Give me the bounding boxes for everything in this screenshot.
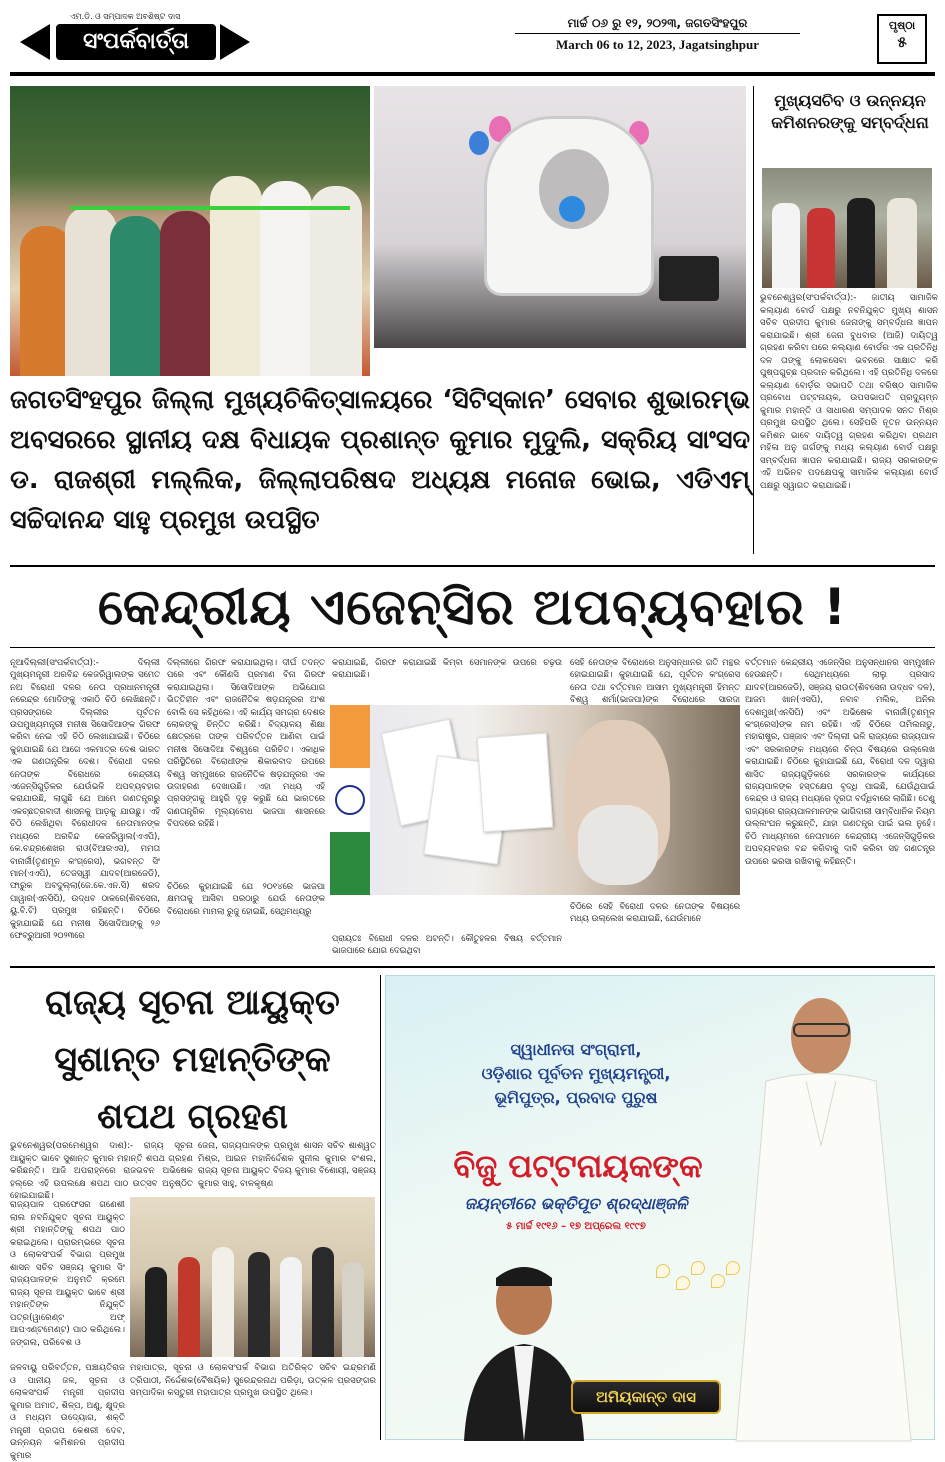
bottom-headline-line: ଶପଥ ଗ୍ରହଣ [97,1097,288,1137]
flag-icon [330,705,370,895]
masthead-rule [10,72,935,76]
section-rule [10,565,935,567]
balloon-icon [469,131,489,155]
ad-life-dates: ୫ ମାର୍ଚ୍ଚ ୧୯୧୬ – ୧୭ ଅପ୍ରେଲ ୧୯୯୭ [506,1221,646,1232]
bottom-headline-line: ରାଜ୍ୟ ସୂଚନା ଆୟୁକ୍ତ [45,983,340,1023]
bottom-story-column-1-mid: ରାଜ୍ୟପାଳ ପ୍ରଫେସର ଗଣେଶୀ ଲାଲ ନବନିଯୁକ୍ତ ସୂଚନା ଆୟୁକ୍ତ ଶ୍ରୀ ମହାନ୍ତିଙ୍କୁ ଶପଥ ପାଠ କରାଇଥିଲେ। ପ୍ରାରମ୍ଭରେ ସୂଚନା ଓ ଲୋକସଂପର୍କ ବିଭାଗ ପ୍ରମୁଖ ଶାସନ ସଚିବ ସଞ୍ଜୟ କୁମାର ସିଂ ରାଜ୍ୟପାଳଙ୍କ ଅନୁମତି କ୍ରମେ ରାଜ୍ୟ ସୂଚନା ଆୟୁକ୍ତ ଭାବେ ଶ୍ରୀ ମହାନ୍ତିଙ୍କ ନିଯୁକ୍ତି ପତ୍ର(ୱାରେଣ୍ଟ ଅଫ୍ ଆପଏଣ୍ଟମେଣ୍ଟ) ପାଠ କରିଥିଲେ। ଜଙ୍ଗଲ, ପରିବେଶ ଓ [10,1200,125,1348]
logo-right-arrow-icon [220,24,250,60]
page-number: ୫ [897,33,907,51]
bottom-headline-line: ସୁଶାନ୍ତ ମହାନ୍ତିଙ୍କ [54,1040,331,1080]
lead-story-column-1: ନୂଆଦିଲ୍ଲୀ(ସଂପର୍କବାର୍ତ୍ତା):- ଦିଲ୍ଲୀ ମୁଖ୍ୟମନ୍ତ୍ରୀ ଅରବିନ୍ଦ କେଜରିୱାଲଙ୍କ ସମେତ ନଅ ବିରୋଧୀ ଦଳର ନେତା ପ୍ରଧାନମନ୍ତ୍ରୀ ନରେନ୍ଦ୍ର ମୋଦିଙ୍କୁ ଏକାଠି ଚିଠି ଲେଖିଛନ୍ତି। ପ୍ରସଙ୍ଗରେ ଦିଲ୍ଲୀର ପୂର୍ବତନ ଉପମୁଖ୍ୟମନ୍ତ୍ରୀ ମନୀଷ ସିସୋଦିଆଙ୍କ ଗିରଫ କରିବା ନେଇ ଏହି ଚିଠି ଲେଖାଯାଇଛି। ଚିଠିରେ କୁହାଯାଇଛି ଯେ ଆଗେ ଏକମାତ୍ର ଦେଶ ଭାରତ ଏକ ଗଣତାନ୍ତ୍ରିକ ଦେଶ। ବିରୋଧୀ ଦଳର ନେତାଙ୍କ ବିରୋଧରେ କେନ୍ଦ୍ରୀୟ ଏଜେନ୍ସିଗୁଡ଼ିକର ଯେଉଁଭଳି ଅପବ୍ୟବହାର କରାଯାଉଛି, ଲାଗୁଛି ଯେ ଆମେ ଗଣତନ୍ତ୍ରରୁ ଏକଚ୍ଛତ୍ରବାଦୀ ଶାସନକୁ ଆଡ଼କୁ ଯାଉଛୁ। ଏହି ଚିଠି ଲେଖିଥିବା ବିରୋଧୀଦଳ ନେତାମାନଙ୍କ ମଧ୍ୟରେ ଅରବିନ୍ଦ କେଜରିୱାଲ(ଏଏପି), କେ.ଚନ୍ଦ୍ରଶେଖର ରାଓ(ବିଆରଏସ), ମମତା ବାନାର୍ଜୀ(ତୃଣମୂଳ କଂଗ୍ରେସ), ଭଗବନ୍ତ ସିଂ ମାନ(ଏଏପି), ତେଜସ୍ୱୀ ଯାଦବ(ଆରଜେଡି), ଫାରୁକ ଅବଦୁଲ୍ଲା(ଜେ.କେ.ଏନ.ସି) ଶରଦ ପାୱାର(ଏନସିପି), ଉଦ୍ଧବ ଠାକରେ(ଶିବସେନା, ୟୁ.ବି.ଟି) ପ୍ରମୁଖ ରହିଛନ୍ତି। ଚିଠିରେ କୁହାଯାଇଛି ଯେ ମନୀଷ ସିସୋଦିଆଙ୍କୁ ୨୬ ଫେବ୍ରୁଆରୀ ୨୦୨୩ରେ [10,657,160,940]
ad-honoree-name: ବିଜୁ ପଟ୍ଟନାୟକଙ୍କ [453,1147,703,1185]
right-story-body: ଭୁବନେଶ୍ୱର(ସଂପର୍କବାର୍ତ୍ତା):- ଜାତୀୟ ସାମାଜିକ କଲ୍ୟାଣ ବୋର୍ଡ ପକ୍ଷରୁ ନବନିଯୁକ୍ତ ମୁଖ୍ୟ ଶାସନ ସଚିବ ପ୍ରଦୀପ କୁମାର ଜେନାଙ୍କୁ ସମ୍ବର୍ଦ୍ଧନା ଜ୍ଞାପନ କରାଯାଇଛି। ଶ୍ରୀ ଜେନା ବୁଧବାର (ଆଜି) ଦାୟିତ୍ୱ ଗ୍ରହଣ କରିବା ପରେ କଲ୍ୟାଣ ବୋର୍ଡର ଏକ ପ୍ରତିନିଧି ଦଳ ତାଙ୍କୁ ଲୋକସେବା ଭବନରେ ସାକ୍ଷାତ କରି ପୁଷ୍ପଗୁଚ୍ଛ ପ୍ରଦାନ କରିଥିଲେ। ଏହି ପ୍ରତିନିଧି ଦଳରେ କଲ୍ୟାଣ ବୋର୍ଡ଼ର ସଭାପତି ତଥା ବରିଷ୍ଠ ସାମାଜିକ ପ୍ରବୋଧ ପଟ୍ଟନାୟକ, ଉପସଭାପତି ପ୍ରଦ୍ୟୁମ୍ନ କୁମାର ମହାନ୍ତି ଓ ସାଧାରଣ ସମ୍ପାଦକ ସନତ ମିଶ୍ର ପ୍ରମୁଖ ଉପସ୍ଥିତ ଥିଲେ। ସେହିପରି ନୂତନ ଉନ୍ନୟନ କମିଶନ ଭାବେ ଦାୟିତ୍ୱ ଗ୍ରହଣ କରିଥିବା ପ୍ରଥମ ମହିଳା ଅନୁ ଗର୍ଗଙ୍କୁ ମଧ୍ୟ କଲ୍ୟାଣ ବୋର୍ଡ ପକ୍ଷରୁ ସମ୍ବର୍ଦ୍ଧନା ଜ୍ଞାପନ କରାଯାଇଛି। ରାଜ୍ୟ ସରକାରଙ୍କ ଏହି ଅଭିନବ ପଦକ୍ଷେପକୁ ସାମାଜିକ କଲ୍ୟାଣ ବୋର୍ଡ ପକ୍ଷରୁ ସ୍ୱାଗତ କରାଯାଇଛି। [760,293,938,491]
issue-date [515,16,800,53]
oath-ceremony-photo[interactable] [130,1197,375,1357]
section-rule [10,647,935,648]
photo-person [212,1247,234,1357]
prime-minister-photo[interactable] [330,705,740,895]
sponsor-name: ଅମିୟକାନ୍ତ ଦାସ [571,1380,721,1414]
photo-person [260,181,312,376]
photo-person [807,208,835,288]
photo-person [847,198,875,288]
top-photo-caption: ଜଗତସିଂହପୁର ଜିଲ୍ଲା ମୁଖ୍ୟଚିକିତ୍ସାଳୟରେ ‘ସିଟିସ୍କାନ’ ସେବାର ଶୁଭାରମ୍ଭ ଅବସରରେ ସ୍ଥାନୀୟ ଦକ୍ଷ ବିଧାୟକ ପ୍ରଶାନ୍ତ କୁମାର ମୁଦୁଲି, ସକ୍ରିୟ ସାଂସଦ ଡ. ରାଜଶ୍ରୀ ମଲ୍ଲିକ, ଜିଲ୍ଲାପରିଷଦ ଅଧ୍ୟକ୍ଷ ମନୋଜ ଭୋଇ, ଏଡିଏମ୍ ସଚ୍ଚିଦାନନ୍ଦ ସାହୁ ପ୍ରମୁଖ ଉପସ୍ଥିତ [10,385,750,535]
photo-person [342,1262,364,1357]
balloon-icon [559,196,585,222]
lead-story-column-2a: ଦିଲ୍ଲୀରେ ଗିରଫ କରାଯାଇଥିଲା। ଦୀର୍ଘ ତଦନ୍ତ ପରେ ଏବଂ କୌଣସି ପ୍ରମାଣ ବିନା ଗିରଫ କରାଯାଇଥିଲା। ସିସୋଦିଆଙ୍କ ଅଭିଯୋଗ ଭିତ୍ତିହୀନ ଏବଂ ରାଜନୈତିକ ଷଡ଼ଯନ୍ତ୍ରର ଅଂଶ ବୋଲି ସେ କହିଥିଲେ। ଏହି କାର୍ଯ୍ୟ ସମଗ୍ର ଦେଶର ଲୋକଙ୍କୁ ଚିନ୍ତିତ କରିଛି। ବିଦ୍ୟାଳୟ ଶିକ୍ଷା କ୍ଷେତ୍ରରେ ତାଙ୍କ ପରିବର୍ତ୍ତନ ଆଣିବା ପାଇଁ ମନୀଷ ସିସୋଦିଆ ବିଶ୍ୱରେ ପରିଚିତ। ଏକାଧିକ ପରିସ୍ଥିତିରେ ବିରୋଧୀଙ୍କ ଶିକାରବାଦ ଉପରେ ବିଶ୍ୱ ସମ୍ମୁଖରେ ରାଜନୈତିକ ଷଡ଼ଯନ୍ତ୍ରର ଏକ ଉଦାହରଣ ଦେଖାଉଛି। ଏହା ମଧ୍ୟ ଏହି ପ୍ରସଙ୍ଗକୁ ଆହୁରି ଦୃଢ଼ କରୁଛି ଯେ ଭାରତରେ ଗଣତାନ୍ତ୍ରିକ ମୂଲ୍ୟବୋଧ ଭାଜପା ଶାସନରେ ବିପଦରେ ରହିଛି। [167,657,325,829]
felicitation-photo[interactable] [762,168,932,288]
bottom-story-headline [10,975,375,1146]
lead-headline: କେନ୍ଦ୍ରୀୟ ଏଜେନ୍ସିର ଅପବ୍ୟବହାର ! [97,578,848,636]
right-story-headline: ମୁଖ୍ୟସଚିବ ଓ ଉନ୍ନୟନ କମିଶନରଙ୍କୁ ସମ୍ବର୍ଦ୍ଧନା [771,91,929,132]
ad-tribute-text: ଜୟନ୍ତୀରେ ଭକ୍ତିପୂତ ଶ୍ରଦ୍ଧାଞ୍ଜଳି [464,1194,688,1213]
flower-icon [656,1264,670,1278]
photo-person [248,1252,270,1357]
mobile-phone-icon [659,256,719,301]
masthead [10,10,935,72]
lead-story-column-3a: କରାଯାଇଛି, ଗିରଫ କରାଯାଇଛି କିମ୍ବା ସେମାନଙ୍କ ଉପରେ ଚଢ଼ଉ କରାଯାଇଛି। [332,657,562,680]
ad-line: ଭୂମିପୁତ୍ର, ପ୍ରବାଦ ପୁରୁଷ [494,1088,658,1107]
photo-person [145,1267,167,1357]
lead-story-column-5: ବର୍ତ୍ତମାନ କେନ୍ଦ୍ରୀୟ ଏଜେନ୍ସିର ଅନୁସନ୍ଧାନର ସମ୍ମୁଖୀନ ହେଉଛନ୍ତି। ସେଥିମଧ୍ୟରେ ଲାଲୁ ପ୍ରସାଦ ଯାଦବ(ଆରଜେଡି), ସଞ୍ଜୟ ରାଉତ(ଶିବସେନା ଉଦ୍ଧବ ଦଳ), ଆଜମ ଖାନ(ଏସପି), ନବାବ ମଲିକ, ଅନିଲ ଦେଶମୁଖ(ଏନସିପି) ଏବଂ ଅଭିଷେକ ବାନାର୍ଜୀ(ତୃଣମୂଳ କଂଗ୍ରେସ)ଙ୍କ ନାମ ରହିଛି। ଏହି ଚିଠିରେ ତାମିଲନାଡୁ, ମହାରାଷ୍ଟ୍ର, ପଞ୍ଜାବ ଏବଂ ଦିଲ୍ଲୀ ଭଳି ରାଜ୍ୟରେ ରାଜ୍ୟପାଳ ଏବଂ ସରକାରଙ୍କ ମଧ୍ୟରେ ଚିନ୍ତା ବିଷୟରେ ଉଲ୍ଲେଖ କରାଯାଇଛି। ଚିଠିରେ କୁହାଯାଇଛି ଯେ, ବିରୋଧୀ ଦଳ ଦ୍ୱାରା ଶାସିତ ରାଜ୍ୟଗୁଡ଼ିକରେ ସରକାରଙ୍କ କାର୍ଯ୍ୟରେ ରାଜ୍ୟପାଳଙ୍କ ହସ୍ତକ୍ଷେପ ବୃଦ୍ଧି ପାଇଛି, ଯେଉଁଥିପାଇଁ କେନ୍ଦ୍ର ଓ ରାଜ୍ୟ ମଧ୍ୟରେ ଦୂରତା ବର୍ଦ୍ଧିବାରେ ଲାଗିଛି। ତେଣୁ ରାଜ୍ୟରେ ରାଜ୍ୟପାଳମାନଙ୍କ ଭାଗିଦାରୀ ସାମ୍ବିଧାନିକ ନିୟମ ଉଲ୍ଲଂଘନ କରୁଛନ୍ତି, ଯାହା ଗଣତନ୍ତ୍ର ପାଇଁ ଭଲ ନୁହେଁ। ଚିଠି ମାଧ୍ୟମରେ ନେତାମାନେ କେନ୍ଦ୍ରୀୟ ଏଜେନ୍ସିଗୁଡ଼ିକର ଅପବ୍ୟବହାର ବନ୍ଦ କରିବାକୁ ଦାବି କରିବା ସହ ଗଣତନ୍ତ୍ର ଉପରେ ଭରସା ରଖିବାକୁ କହିଛନ୍ତି। [745,657,935,866]
flower-icon [726,1261,740,1275]
page-label: ପୃଷ୍ଠା [888,19,916,32]
lead-story-column-4b: ଚିଠିରେ ସେହି ବିରୋଧୀ ଦଳର ନେତାଙ୍କ ବିଷୟରେ ମଧ୍ୟ ଉଲ୍ଲେଖ କରାଯାଇଛି, ଯେଉଁମାନେ [570,901,740,924]
ribbon [70,206,350,210]
photo-person [280,1257,302,1357]
ad-line: ସ୍ୱାଧୀନତା ସଂଗ୍ରାମୀ, [510,1040,642,1059]
flower-icon [676,1276,690,1290]
issue-date-english: March 06 to 12, 2023, Jagatsinghpur [555,37,760,52]
ad-line: ଓଡ଼ିଶାର ପୂର୍ବତନ ମୁଖ୍ୟମନ୍ତ୍ରୀ, [481,1064,671,1083]
bottom-story-column-1-top: ଭୁବନେଶ୍ୱର(ପରମେଶ୍ୱର ଦାଶ):- ରାଜ୍ୟ ସୂଚନା ଆୟୁକ୍ତ ଭାବେ ସୁଶାନ୍ତ କୁମାର ମହାନ୍ତି ଶପଥ ଗ୍ରହଣ କରିଛନ୍ତି। ଆଜି ଅପରାହ୍ନରେ ରାଜଭବନ ଅଭିଷେକ ହଲ୍‌ରେ ଏହି ଉପଲକ୍ଷେ ଶପଥ ପାଠ ଉତ୍ସବ ଅନୁଷ୍ଠିତ ହୋଇଯାଇଛି। [10,1141,193,1201]
bottom-story-column-1-bottom: ଜଳବାୟୁ ପରିବର୍ତ୍ତନ, ପଞ୍ଚାୟତିରାଜ ଓ ପାନୀୟ ଜଳ, ସୂଚନା ଓ ଲୋକସଂପର୍କ ମନ୍ତ୍ରୀ ପ୍ରଦୀପ କୁମାର ଅମାତ, ଶିଳ୍ପ, ଅଣୁ, କ୍ଷୁଦ୍ର ଓ ମଧ୍ୟମ ଉଦ୍ୟୋଗ, ଶକ୍ତି ମନ୍ତ୍ରୀ ପ୍ରତାପ କେଶରୀ ଦେବ, ଉନ୍ନୟନ କମିଶନର ପ୍ରଦୀପ କୁମାର [10,1363,125,1461]
page-number-box [877,14,927,64]
flower-icon [711,1274,725,1288]
photo-person [887,198,917,288]
photo-person [310,186,362,376]
bottom-story-column-2-top: ଜେନା, ରାଜ୍ୟପାଳଙ୍କ ପ୍ରମୁଖ ଶାସନ ସଚିବ ଶାଶ୍ୱତ ମିଶ୍ର, ଆଇନ ମହାନିର୍ଦ୍ଦେଶକ ସୁନୀଲ କୁମାର ବଂଶଲ, ରାଜ୍ୟ ସୂଚନା ଆୟୁକ୍ତ ବିଜୟ କୁମାର ବିଶୋୟୀ, ସଞ୍ଜୟ କୁମାର ସାହୁ, ବାଳକୃଷ୍ଣ [198,1141,376,1189]
letter-document [477,733,553,833]
logo-tagline: ଏମ.ଡି. ଓ ସମ୍ପାଦକ ଅବଶିଷ୍ଟ ଦାସ [70,12,181,21]
sponsor-portrait [454,1256,594,1441]
lead-story-column-3b: ପ୍ରାୟତଃ ବିରୋଧୀ ଦଳର ଅଟନ୍ତି। କୌତୁହଳର ବିଷୟ ବର୍ତ୍ତମାନ ଭାଜପାରେ ଯୋଗ ଦେଇଥିବା [332,933,562,956]
lead-story-column-4a: ସେହି ନେତାଙ୍କ ବିରୋଧରେ ଅନୁସନ୍ଧାନର ଗତି ମନ୍ଥର ହୋଇଯାଇଛି। କୁହାଯାଇଛି ଯେ, ପୂର୍ବତନ କଂଗ୍ରେସ ନେତା ତଥା ବର୍ତ୍ତମାନ ଆସାମ ମୁଖ୍ୟମନ୍ତ୍ରୀ ହିମନ୍ତ ବିଶ୍ୱ ଶର୍ମା(ଭାଜପା)ଙ୍କ ବିରୋଧରେ ସାରଦା [570,657,740,705]
newspaper-logo[interactable] [20,12,250,70]
logo-text: ସଂପର୍କବାର୍ତ୍ତା [56,24,216,60]
column-divider [753,86,754,554]
issue-date-odia: ମାର୍ଚ୍ଚ ୦୬ ରୁ ୧୨, ୨୦୨୩, ଜଗତସିଂହପୁର [515,16,800,34]
bottom-story-column-2-bottom: ମହାପାତ୍ର, ସୂଚନା ଓ ଲୋକସଂପର୍କ ବିଭାଗ ଅତିରିକ୍ତ ସଚିବ ଇନ୍ଦ୍ରମଣି ତ୍ରିପାଠୀ, ନିର୍ଦ୍ଦେଶକ(ବୈଷୟିକ) ସୁରେନ୍ଦ୍ରନାଥ ପରିଡ଼ା, ଉତ୍କଳ ପ୍ରସଙ୍ଗର ସମ୍ପାଦିକା କସ୍ତୁରୀ ମହାପାତ୍ର ପ୍ରମୁଖ ଉପସ୍ଥିତ ଥିଲେ। [130,1363,376,1398]
logo-left-arrow-icon [20,24,50,60]
column-divider [380,975,381,1440]
section-rule [10,966,935,968]
tribute-advertisement[interactable] [385,975,935,1440]
lead-story-column-2b: ଚିଠିରେ କୁହାଯାଇଛି ଯେ ୨୦୧୪ରେ ଭାଜପା କ୍ଷମତାକୁ ଆସିବା ପରଠାରୁ ଯେଉଁ ନେତାଙ୍କ ବିରୋଧରେ ମାମଲା ରୁଜୁ ହୋଇଛି, ସେଥିମଧ୍ୟରୁ [167,881,325,916]
photo-person [178,1257,200,1357]
flower-icon [691,1261,705,1275]
photo-person [312,1247,334,1357]
ct-scan-machine-photo[interactable] [374,86,746,348]
photo-person [110,216,162,376]
photo-person [160,211,212,376]
photo-person [772,203,800,288]
honoree-portrait [736,986,936,1441]
ribbon-cutting-photo[interactable] [10,86,370,376]
portrait-beard [578,805,658,885]
